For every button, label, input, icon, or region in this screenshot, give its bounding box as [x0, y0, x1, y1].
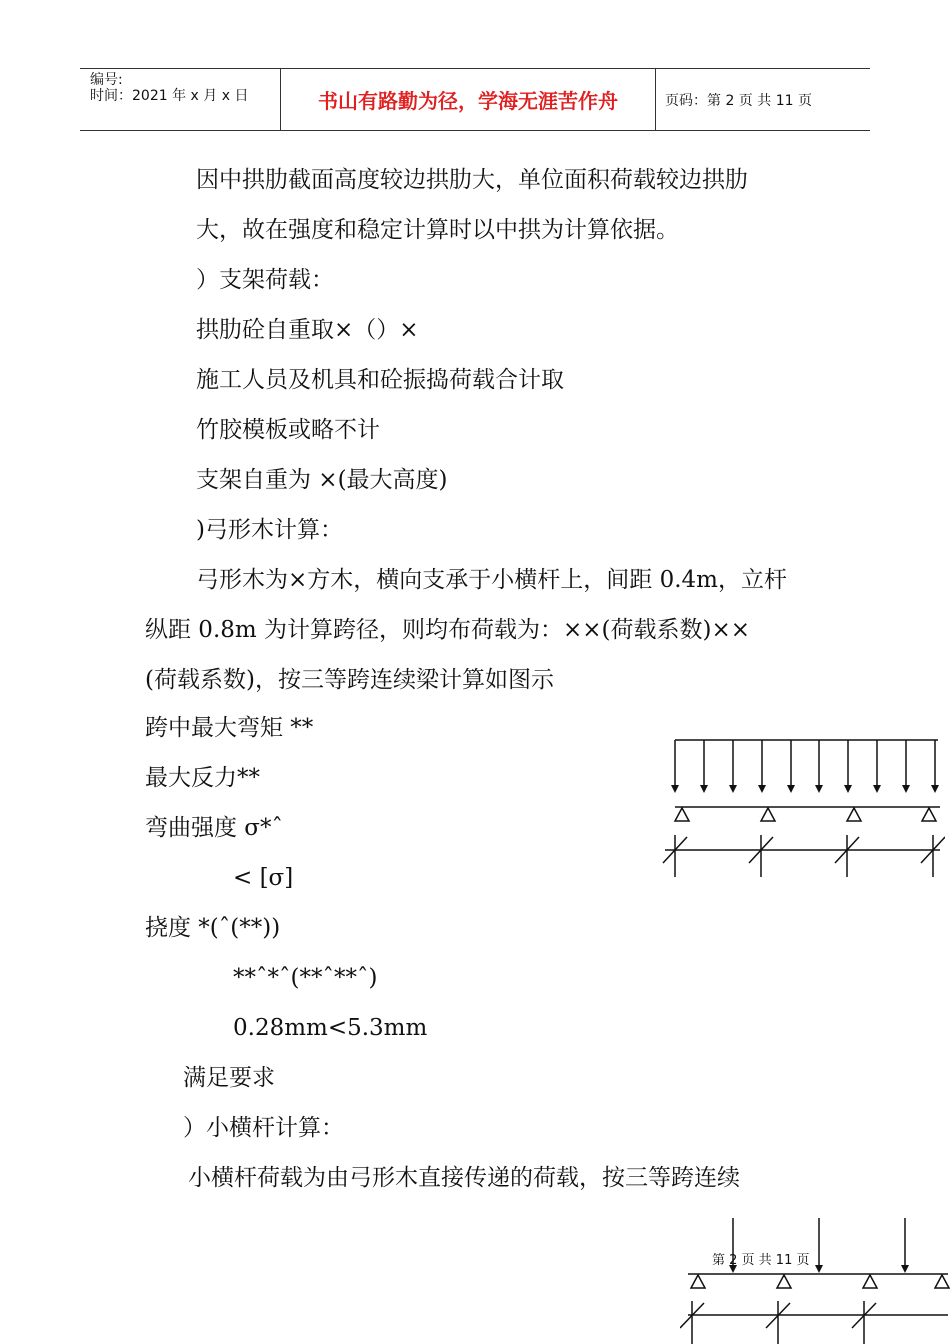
body-line-5: 施工人员及机具和砼振捣荷载合计取 — [196, 367, 564, 393]
body-line-16: 挠度 *(ˆ(**)) — [145, 915, 281, 941]
body-line-8: )弓形木计算： — [196, 517, 343, 543]
body-line-19: 满足要求 — [183, 1065, 275, 1091]
body-line-17: **ˆ*ˆ(**ˆ**ˆ) — [233, 965, 378, 991]
beam-diagram-point-load — [680, 1215, 950, 1344]
supports — [675, 808, 936, 821]
body-line-12: 跨中最大弯矩 ** — [145, 715, 314, 741]
body-line-21: 小横杆荷载为由弓形木直接传递的荷载，按三等跨连续 — [188, 1165, 740, 1191]
body-line-3: ）支架荷载： — [196, 267, 334, 293]
body-line-18: 0.28mm<5.3mm — [233, 1015, 428, 1041]
header-page-info: 页码：第 2 页 共 11 页 — [665, 92, 812, 109]
body-line-4: 拱肋砼自重取×（）× — [196, 317, 419, 343]
body-line-13: 最大反力** — [145, 765, 260, 791]
time-label: 时间：2021 年 x 月 x 日 — [90, 88, 249, 104]
footer-page-number: 第 2 页 共 11 页 — [712, 1253, 810, 1268]
header-motto: 书山有路勤为径，学海无涯苦作舟 — [280, 69, 656, 130]
body-line-11: (荷载系数)，按三等跨连续梁计算如图示 — [145, 667, 554, 693]
header-meta — [80, 69, 280, 130]
body-line-15: < [σ] — [233, 865, 294, 891]
body-line-1: 因中拱肋截面高度较边拱肋大，单位面积荷载较边拱肋 — [196, 167, 748, 193]
body-line-9: 弓形木为×方木，横向支承于小横杆上，间距 0.4m，立杆 — [196, 567, 787, 593]
body-line-2: 大，故在强度和稳定计算时以中拱为计算依据。 — [196, 217, 679, 243]
body-line-14: 弯曲强度 σ*ˆ — [145, 815, 284, 841]
beam-diagram-uniform-load — [655, 735, 945, 880]
body-line-7: 支架自重为 ×(最大高度) — [196, 467, 448, 493]
body-line-6: 竹胶模板或略不计 — [196, 417, 380, 443]
number-label: 编号: — [90, 72, 123, 88]
page-header — [80, 68, 870, 131]
body-line-20: ）小横杆计算： — [183, 1115, 344, 1141]
load-arrows — [675, 740, 935, 787]
body-line-10: 纵距 0.8m 为计算跨径，则均布荷载为：××(荷载系数)×× — [145, 617, 751, 643]
